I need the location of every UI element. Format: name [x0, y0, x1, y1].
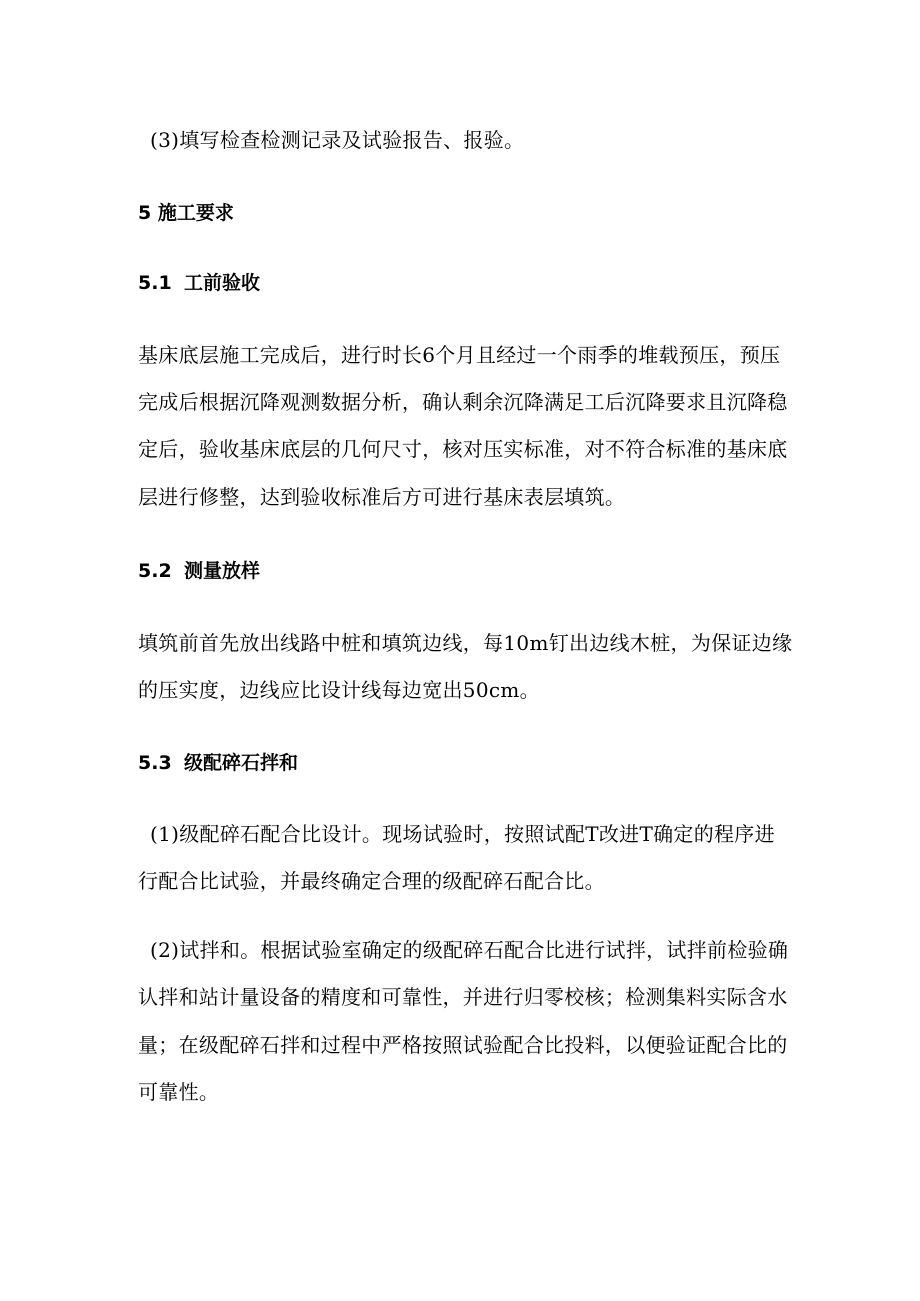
section-5-2-heading [138, 558, 260, 584]
item-3-text: (3)填写检查检测记录及试验报告、报验。 [150, 128, 525, 152]
section-5-1-heading [138, 270, 260, 296]
section-title: 测量放样 [184, 560, 261, 582]
section-5-heading: 5 施工要求 [138, 202, 234, 224]
section-title: 工前验收 [184, 272, 261, 294]
section-number: 5.2 [138, 560, 172, 582]
section-5-3-heading [138, 750, 298, 776]
paragraph-line: 定后，验收基床底层的几何尺寸，核对压实标准，对不符合标准的基床底 [138, 437, 788, 461]
section-number: 5.1 [138, 272, 172, 294]
paragraph-line: 行配合比试验，并最终确定合理的级配碎石配合比。 [138, 869, 605, 893]
section-title: 级配碎石拌和 [184, 752, 299, 774]
paragraph-line: (1)级配碎石配合比设计。现场试验时，按照试配T改进T确定的程序进 [150, 822, 775, 846]
paragraph-line: (2)试拌和。根据试验室确定的级配碎石配合比进行试拌，试拌前检验确 [150, 938, 789, 962]
paragraph-line: 认拌和站计量设备的精度和可靠性，并进行归零校核；检测集料实际含水 [138, 985, 788, 1009]
paragraph-line: 的压实度，边线应比设计线每边宽出50cm。 [138, 678, 540, 702]
paragraph-line: 可靠性。 [138, 1080, 220, 1104]
section-number: 5.3 [138, 752, 172, 774]
paragraph-line: 量；在级配碎石拌和过程中严格按照试验配合比投料，以便验证配合比的 [138, 1033, 788, 1057]
paragraph-line: 完成后根据沉降观测数据分析，确认剩余沉降满足工后沉降要求且沉降稳 [138, 390, 788, 414]
paragraph-line: 基床底层施工完成后，进行时长6个月且经过一个雨季的堆载预压，预压 [138, 343, 781, 367]
paragraph-line: 填筑前首先放出线路中桩和填筑边线，每10m钉出边线木桩，为保证边缘 [138, 631, 793, 655]
paragraph-line: 层进行修整，达到验收标准后方可进行基床表层填筑。 [138, 485, 626, 509]
